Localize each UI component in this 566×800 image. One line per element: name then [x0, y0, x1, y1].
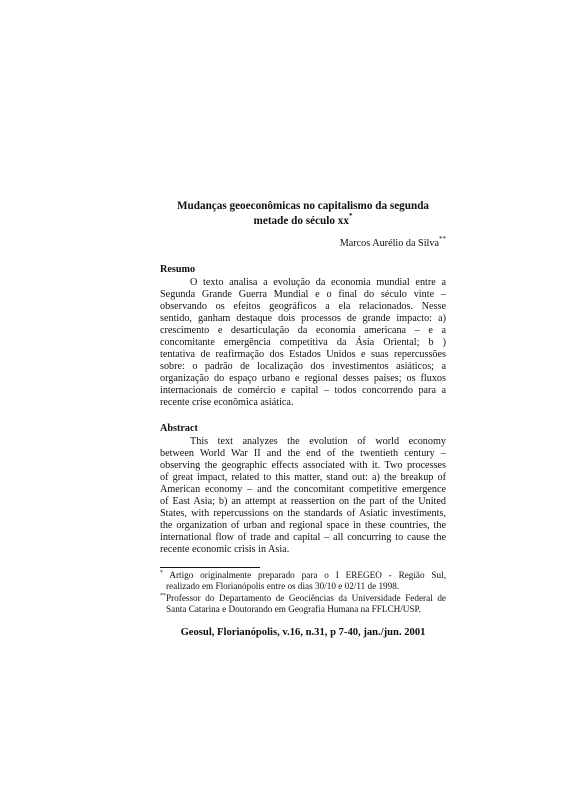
abstract-line: observing the geographic effects associated with it. Two processes [160, 459, 446, 471]
resumo-line: sobre: o padrão de localização dos investimentos asiáticos; a [160, 360, 446, 372]
title-footnote-mark: * [348, 212, 353, 221]
resumo-line: organização do espaço urbano e regional desses países; os fluxos [160, 372, 446, 384]
footnote-1-text: Artigo originalmente preparado para o I EREGEO - Região Sul, [163, 570, 446, 580]
resumo-heading: Resumo [160, 264, 196, 275]
abstract-line: American economy – and the concomitant competitive emergence [160, 483, 446, 495]
abstract-line: This text analyzes the evolution of world economy [190, 436, 446, 447]
resumo-line: concomitante emergência competitiva da Ásia Oriental; b ) [160, 336, 446, 348]
abstract-line: of East Asia; b) an attempt at reassertion on the part of the United [160, 495, 446, 507]
resumo-line: tentativa de reafirmação dos Estados Unidos e suas repercussões [160, 348, 446, 360]
resumo-line: O texto analisa a evolução da economia mundial entre a [190, 277, 446, 288]
footnote-2 [160, 593, 446, 615]
footnote-1-line-2: realizado em Florianópolis entre os dias 30/10 e 02/11 de 1998. [166, 581, 400, 591]
abstract-body [160, 436, 446, 556]
resumo-line: observando os efeitos geográficos a ela relacionados. Nesse [160, 300, 446, 312]
author-byline [160, 234, 446, 249]
resumo-line: crescimento e desarticulação da economia americana – e a [160, 324, 446, 336]
abstract-line: States, with repercussions on the standards of Asiatic investiments, [160, 507, 446, 519]
title-line-2-text: metade do século xx [253, 215, 349, 227]
footnote-2-line-2: Santa Catarina e Doutorando em Geografia Humana na FFLCH/USP. [166, 604, 421, 614]
abstract-line: between World War II and the end of the twentieth century – [160, 447, 446, 459]
resumo-line: Segunda Grande Guerra Mundial e o final do século vinte – [160, 288, 446, 300]
title-line-1: Mudanças geoeconômicas no capitalismo da segunda [176, 200, 430, 212]
abstract-line: recente economic crisis in Asia. [160, 543, 290, 555]
abstract-heading: Abstract [160, 423, 198, 434]
footnote-divider [160, 567, 260, 568]
footnote-1-mark: * [160, 569, 163, 576]
resumo-body [160, 277, 446, 408]
footnote-2-text: Professor do Departamento de Geociências da Universidade Federal de [166, 593, 446, 603]
author-name: Marcos Aurélio da Silva [339, 238, 439, 249]
resumo-line: internacionais de comércio e capital – todos concorrendo para a [160, 384, 446, 396]
footnote-2-mark: ** [160, 592, 166, 599]
abstract-line: of great impact, related to this matter, stand out: a) the breakup of [160, 471, 446, 483]
footnote-1 [160, 570, 446, 592]
footnote-1-line-1 [160, 570, 446, 581]
article-title [160, 199, 446, 229]
author-footnote-mark: ** [439, 234, 446, 243]
abstract-line: international flow of trade and capital – all concurring to cause the [160, 531, 446, 543]
journal-citation: Geosul, Florianópolis, v.16, n.31, p 7-40, jan./jun. 2001 [180, 627, 426, 638]
resumo-line: sentido, ganham destaque dois processos de grande impacto: a) [160, 312, 446, 324]
resumo-line: recente crise econômica asiática. [160, 396, 294, 408]
footnote-2-line-1 [160, 593, 446, 604]
title-line-2 [160, 214, 446, 229]
abstract-line: the organization of urban and regional space in these countries, the [160, 519, 446, 531]
